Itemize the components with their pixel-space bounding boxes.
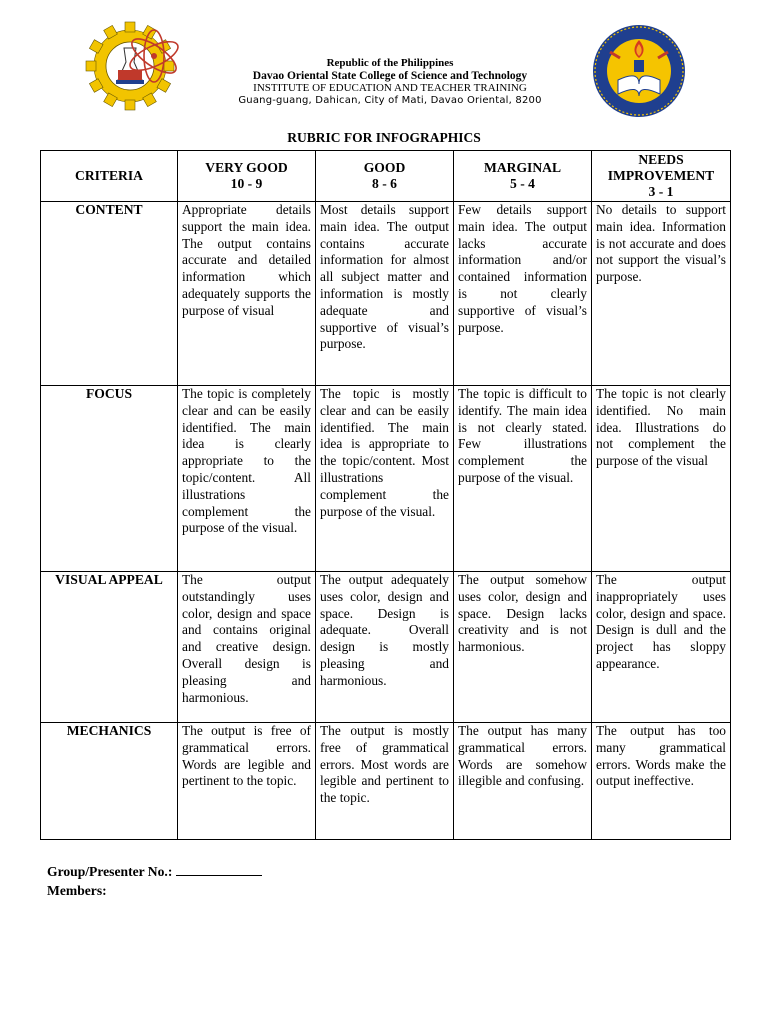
cell-very-good: The topic is completely clear and can be easily identified. The main idea is clearly appropriate to the topic/content. All illustrations complement the purpose of the visual.	[178, 386, 316, 572]
footer	[47, 862, 262, 900]
header-row	[41, 151, 731, 202]
letterhead	[190, 57, 590, 107]
header-score: 3 - 1	[648, 184, 674, 199]
header-score: 8 - 6	[372, 176, 397, 191]
cell-needs-improvement: No details to support main idea. Information is not accurate and does not support the visual’s purpose.	[592, 202, 731, 386]
header-needs-improvement	[592, 151, 731, 202]
cell-marginal: The output somehow uses color, design and space. Design lacks creativity and is not harmonious.	[454, 572, 592, 723]
institute-name: INSTITUTE OF EDUCATION AND TEACHER TRAINING	[253, 82, 527, 94]
cell-very-good: Appropriate details support the main idea. The output contains accurate and detailed information which adequately supports the purpose of visual	[178, 202, 316, 386]
college-seal-logo	[80, 8, 192, 120]
members-label: Members:	[47, 883, 107, 898]
header-marginal	[454, 151, 592, 202]
cell-marginal: Few details support main idea. The output lacks accurate information and/or contained information is not clearly supportive of visual’s purpose.	[454, 202, 592, 386]
criteria-visual-appeal: VISUAL APPEAL	[41, 572, 178, 723]
cell-needs-improvement: The topic is not clearly identified. No main idea. Illustrations do not complement the purpose of the visual	[592, 386, 731, 572]
cell-marginal: The output has many grammatical errors. Words are somehow illegible and confusing.	[454, 723, 592, 840]
header-good	[316, 151, 454, 202]
header-label: NEEDS IMPROVEMENT	[607, 152, 715, 183]
republic-line: Republic of the Philippines	[326, 57, 454, 69]
table-row	[41, 386, 731, 572]
criteria-focus: FOCUS	[41, 386, 178, 572]
group-presenter-label: Group/Presenter No.:	[47, 864, 173, 879]
header-score: 5 - 4	[510, 176, 535, 191]
cell-good: The topic is mostly clear and can be easily identified. The main idea is appropriate to the topic/content. Most illustrations complement the purpose of the visual.	[316, 386, 454, 572]
criteria-content: CONTENT	[41, 202, 178, 386]
header-label: MARGINAL	[483, 160, 562, 175]
college-name: Davao Oriental State College of Science and Technology	[252, 69, 528, 82]
table-row	[41, 572, 731, 723]
address-line: Guang-guang, Dahican, City of Mati, Davao Oriental, 8200	[238, 94, 542, 106]
cell-very-good: The output is free of grammatical errors. Words are legible and pertinent to the topic.	[178, 723, 316, 840]
group-number-blank[interactable]	[176, 862, 262, 876]
header-label: CRITERIA	[75, 168, 143, 183]
cell-needs-improvement: The output inappropriately uses color, design and space. Design is dull and the project has sloppy appearance.	[592, 572, 731, 723]
institute-seal-logo	[590, 22, 688, 120]
table-row	[41, 202, 731, 386]
cell-good: The output adequately uses color, design and space. Design is adequate. Overall design is mostly pleasing and harmonious.	[316, 572, 454, 723]
cell-very-good: The output outstandingly uses color, design and space and contains original and creative design. Overall design is pleasing and harmonious.	[178, 572, 316, 723]
header-label: GOOD	[363, 160, 406, 175]
cell-good: The output is mostly free of grammatical errors. Most words are legible and pertinent to the topic.	[316, 723, 454, 840]
header-score: 10 - 9	[230, 176, 263, 191]
criteria-mechanics: MECHANICS	[41, 723, 178, 840]
cell-good: Most details support main idea. The output contains accurate information for almost all subject matter and information is mostly adequate and supportive of visual’s purpose.	[316, 202, 454, 386]
group-presenter-line	[47, 862, 262, 881]
header-criteria	[41, 151, 178, 202]
table-row	[41, 723, 731, 840]
rubric-table	[40, 150, 731, 840]
cell-needs-improvement: The output has too many grammatical errors. Words make the output ineffective.	[592, 723, 731, 840]
header-very-good	[178, 151, 316, 202]
cell-marginal: The topic is difficult to identify. The main idea is not clearly stated. Few illustrations complement the purpose of the visual.	[454, 386, 592, 572]
header-label: VERY GOOD	[205, 160, 288, 175]
rubric-title: RUBRIC FOR INFOGRAPHICS	[287, 130, 481, 145]
